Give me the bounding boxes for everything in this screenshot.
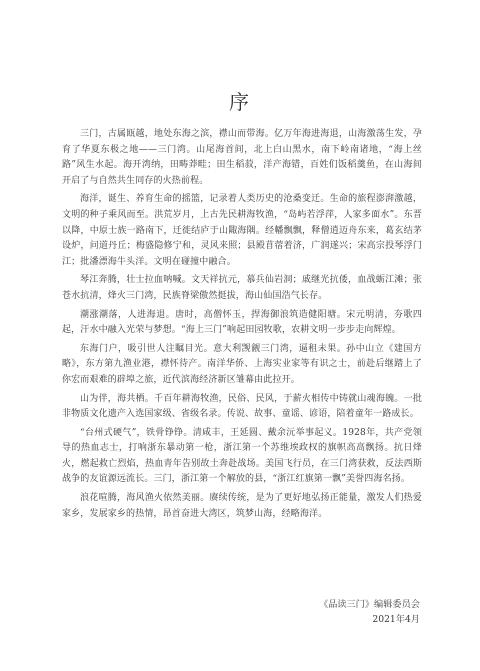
signature-block xyxy=(319,597,420,627)
paragraph-8: 浪花喧腾，海风渔火依然美丽。赓续传统，是为了更好地弘扬正能量，激发人们热爱家乡，发展家乡的热情，昂首奋进大湾区，筑梦山海，经略海洋。 xyxy=(62,493,422,519)
paragraph-3: 琴江奔腾，壮士拉血呐喊。文天祥抗元，慕兵仙岩洞；戚继光抗倭，血战蛎江滩；张苍水抗清，烽火三门湾，民族脊梁傲然挺拔，海山仙国浩气长存。 xyxy=(62,275,422,301)
paragraph-2: 海洋，诞生、养育生命的摇篮，记录着人类历史的沧桑变迁。生命的旅程澎湃激越，文明的种子乘风而至。洪荒岁月，上古先民耕海牧渔，“岛屿若浮萍，人家多面水”。东晋以降，中原士族一路南下，迁徙结庐于山陬海隅。经幡飘飘，释僧逍迈舟东来，葛玄结茅设炉，问道丹丘；梅盛隐修宁和，灵风来照；县殿苜蓿着济，广润遂兴；宋高宗投琴浮门江；批潘漂海牛头洋。文明在碰撞中融合。 xyxy=(62,194,422,267)
signature-date: 2021年4月 xyxy=(372,614,420,625)
paragraph-5: 东海门户，吸引世人注瞩目光。意大利觊觎三门湾，逼租未果。孙中山立《建国方略》，东方第九渔业港，襟怀待产。南洋华侨、上海实业家等有识之士，前赴后继踏上了你宏而艰难的辟埠之旅，近代滨海经济新区雏幕由此拉开。 xyxy=(62,343,422,385)
document-body xyxy=(62,127,422,522)
document-title: 序 xyxy=(229,90,251,114)
paragraph-1: 三门，古属瓯越，地处东海之滨，襟山而带海。亿万年海进海退，山海激荡生发，孕育了华夏东极之地——三门湾。山尾海首间，北上白山黑水，南下岭南诸地，“海上丝路”风生水起。海开湾纳，田畴莽畦；田生稻菽，洋产海错，百姓们饭稻羹鱼，在山海间开启了与自然共生同存的火热前程。 xyxy=(62,129,422,186)
paragraph-7: “台州式硬气”，铁骨铮铮。清咸丰，王延圆、戴余沅举事起义。1928年，共产党领导的热血志士，打响浙东暴动第一枪，浙江第一个苏维埃政权的旗帜高高飘扬。抗日烽火，燃起救亡烈焰，热血青年告别故土奔赴战场。美国飞行员，在三门湾获救，反法西斯战争的友谊源远流长。三门，浙江第一个解放的县，“浙江红旗第一飘”美誉四海名扬。 xyxy=(62,427,422,485)
signature-org: 《品读三门》编辑委员会 xyxy=(318,599,420,610)
paragraph-6: 山为伴，海共栖。千百年耕海牧渔，民俗、民风，于薪火相传中铸就山魂海魄。一批非物质文化遗产入选国家级、省级名录。传说、故事、童谣、谚语，陪着童年一路成长。 xyxy=(62,393,422,420)
paragraph-4: 潮涨潮落，人进海退。唐时，高僧怀玉，捍海御浪筑造健阳塘。宋元明清，夯歌四起，汗水中融入光荣与梦想。“海上三门”响起田园牧歌，农耕文明一步步走向辉煌。 xyxy=(62,309,422,336)
